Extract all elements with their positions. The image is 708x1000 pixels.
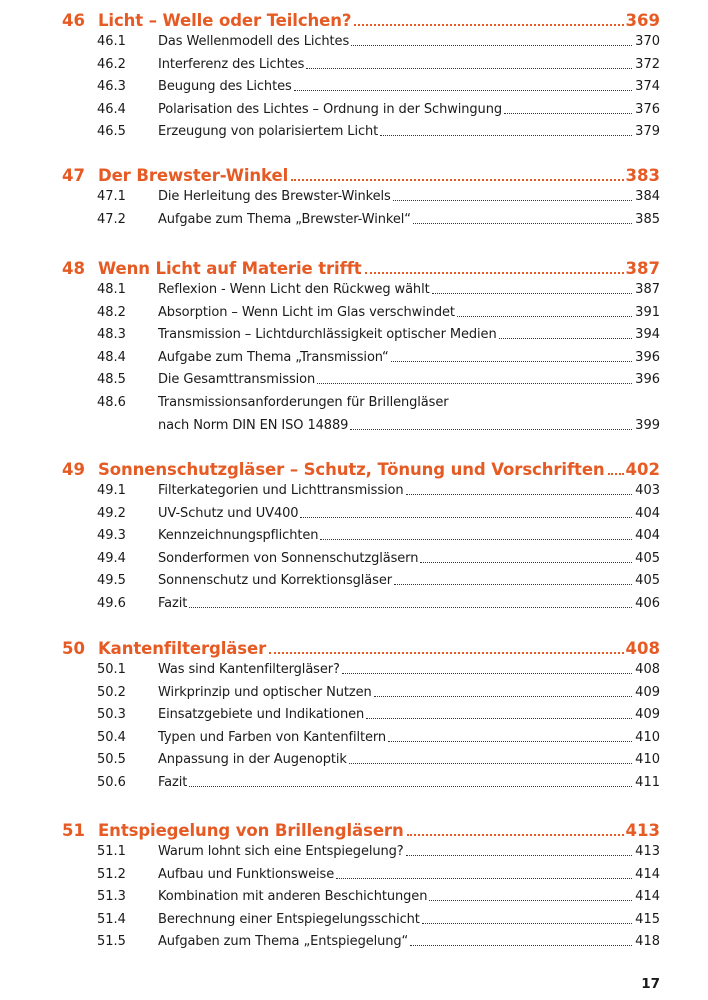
chapter-entry[interactable] xyxy=(62,456,660,480)
dot-leader xyxy=(422,923,632,924)
section-page: 396 xyxy=(635,372,660,388)
chapter-entry[interactable] xyxy=(62,162,660,186)
section-number: 48.3 xyxy=(97,327,126,343)
dot-leader xyxy=(342,673,632,674)
section-entry[interactable] xyxy=(97,569,660,589)
section-entry[interactable] xyxy=(97,703,660,723)
section-number: 48.1 xyxy=(97,282,126,297)
dot-leader xyxy=(504,113,632,114)
dot-leader xyxy=(410,945,632,946)
section-page: 399 xyxy=(635,417,660,433)
section-entry[interactable] xyxy=(97,346,660,366)
dot-leader xyxy=(393,200,632,201)
section-number: 49.3 xyxy=(97,528,126,544)
section-title: Kombination mit anderen Beschichtungen xyxy=(158,889,428,905)
section-number: 50.3 xyxy=(97,707,126,723)
section-entry[interactable] xyxy=(97,502,660,522)
section-number: 48.2 xyxy=(97,304,126,320)
section-page: 379 xyxy=(635,124,660,140)
section-number: 49.4 xyxy=(97,550,126,566)
section-entry[interactable] xyxy=(97,863,660,883)
section-title: Filterkategorien und Lichttransmission xyxy=(158,483,404,498)
dot-leader xyxy=(499,338,633,339)
section-number: 50.1 xyxy=(97,662,126,677)
section-page: 408 xyxy=(635,662,660,677)
dot-leader xyxy=(350,429,632,430)
dot-leader xyxy=(391,361,633,362)
section-number: 50.5 xyxy=(97,752,126,768)
chapter-page: 408 xyxy=(625,639,660,658)
section-entry[interactable] xyxy=(97,185,660,205)
section-entry[interactable] xyxy=(97,368,660,388)
section-entry[interactable] xyxy=(97,908,660,928)
dot-leader xyxy=(457,316,632,317)
section-title: Berechnung einer Entspiegelungsschicht xyxy=(158,911,420,927)
section-title: Aufgabe zum Thema „Transmission“ xyxy=(158,349,389,365)
section-title: Kennzeichnungspflichten xyxy=(158,528,319,544)
section-title: Transmission – Lichtdurchlässigkeit optischer Medien xyxy=(158,327,497,343)
chapter-entry[interactable] xyxy=(62,7,660,31)
section-entry-continuation[interactable] xyxy=(97,414,660,434)
section-page: 374 xyxy=(635,79,660,95)
section-page: 403 xyxy=(635,483,660,498)
page-number: 17 xyxy=(641,976,660,992)
dot-leader xyxy=(432,293,633,294)
section-entry[interactable] xyxy=(97,120,660,140)
section-title: Aufgaben zum Thema „Entspiegelung“ xyxy=(158,934,409,950)
section-title: Warum lohnt sich eine Entspiegelung? xyxy=(158,844,404,859)
section-title: Was sind Kantenfiltergläser? xyxy=(158,662,340,677)
section-page: 404 xyxy=(635,528,660,544)
section-entry[interactable] xyxy=(97,681,660,701)
dot-leader xyxy=(420,562,632,563)
section-entry[interactable] xyxy=(97,98,660,118)
chapter-title: Entspiegelung von Brillengläsern xyxy=(98,821,404,840)
section-page: 411 xyxy=(635,775,660,790)
section-title: Wirkprinzip und optischer Nutzen xyxy=(158,684,372,700)
dot-leader xyxy=(365,272,624,274)
section-page: 410 xyxy=(635,729,660,745)
section-title: Polarisation des Lichtes – Ordnung in der Schwingung xyxy=(158,101,502,117)
chapter-title: Kantenfiltergläser xyxy=(98,639,267,658)
dot-leader xyxy=(406,494,633,495)
section-page: 409 xyxy=(635,684,660,700)
section-number: 48.6 xyxy=(97,395,126,410)
dot-leader xyxy=(300,517,632,518)
section-title-line2: nach Norm DIN EN ISO 14889 xyxy=(158,417,349,433)
dot-leader xyxy=(317,383,632,384)
section-entry[interactable] xyxy=(97,53,660,73)
section-page: 385 xyxy=(635,211,660,227)
section-number: 51.5 xyxy=(97,934,126,950)
chapter-page: 413 xyxy=(625,821,660,840)
section-page: 404 xyxy=(635,505,660,521)
chapter-title: Sonnenschutzgläser – Schutz, Tönung und Vorschriften xyxy=(98,460,605,479)
dot-leader xyxy=(351,45,632,46)
chapter-title: Wenn Licht auf Materie trifft xyxy=(98,259,362,278)
section-number: 46.2 xyxy=(97,56,126,72)
section-page: 387 xyxy=(635,282,660,297)
chapter-entry[interactable] xyxy=(62,817,660,841)
section-entry[interactable] xyxy=(97,885,660,905)
section-page: 415 xyxy=(635,911,660,927)
section-number: 50.4 xyxy=(97,729,126,745)
section-number: 50.6 xyxy=(97,775,126,790)
chapter-number: 49 xyxy=(62,460,85,479)
chapter-page: 383 xyxy=(625,166,660,185)
dot-leader xyxy=(388,741,632,742)
section-page: 413 xyxy=(635,844,660,859)
dot-leader xyxy=(291,179,623,181)
section-page: 405 xyxy=(635,550,660,566)
chapter-page: 369 xyxy=(625,11,660,30)
section-title: Einsatzgebiete und Indikationen xyxy=(158,707,365,723)
section-number: 51.4 xyxy=(97,911,126,927)
dot-leader xyxy=(429,900,632,901)
section-page: 394 xyxy=(635,327,660,343)
chapter-entry[interactable] xyxy=(62,635,660,659)
section-page: 370 xyxy=(635,34,660,49)
chapter-entry[interactable] xyxy=(62,255,660,279)
chapter-page: 402 xyxy=(625,460,660,479)
section-page: 372 xyxy=(635,56,660,72)
section-title: Fazit xyxy=(158,596,188,611)
section-title: Absorption – Wenn Licht im Glas verschwindet xyxy=(158,304,455,320)
section-page: 391 xyxy=(635,304,660,320)
section-title: Transmissionsanforderungen für Brillengläser xyxy=(158,395,449,410)
section-number: 48.5 xyxy=(97,372,126,388)
section-entry[interactable] xyxy=(97,208,660,228)
section-number: 49.1 xyxy=(97,483,126,498)
section-title: Die Herleitung des Brewster-Winkels xyxy=(158,189,391,204)
dot-leader xyxy=(349,763,632,764)
section-title: UV-Schutz und UV400 xyxy=(158,505,299,521)
section-entry[interactable] xyxy=(97,524,660,544)
chapter-number: 48 xyxy=(62,259,85,278)
section-page: 406 xyxy=(635,596,660,611)
section-title: Beugung des Lichtes xyxy=(158,79,292,95)
dot-leader xyxy=(294,90,633,91)
section-title: Das Wellenmodell des Lichtes xyxy=(158,34,350,49)
section-entry[interactable] xyxy=(97,771,660,791)
section-entry[interactable] xyxy=(97,658,660,678)
chapter-title: Der Brewster-Winkel xyxy=(98,166,289,185)
section-entry[interactable] xyxy=(97,391,660,411)
section-title: Fazit xyxy=(158,775,188,790)
dot-leader xyxy=(336,878,632,879)
dot-leader xyxy=(189,607,632,608)
dot-leader xyxy=(374,696,633,697)
section-title: Anpassung in der Augenoptik xyxy=(158,752,347,768)
chapter-number: 50 xyxy=(62,639,85,658)
section-number: 46.3 xyxy=(97,79,126,95)
section-number: 49.5 xyxy=(97,573,126,589)
section-title: Erzeugung von polarisiertem Licht xyxy=(158,124,379,140)
dot-leader xyxy=(380,135,632,136)
dot-leader xyxy=(269,652,623,654)
section-page: 396 xyxy=(635,349,660,365)
section-number: 46.4 xyxy=(97,101,126,117)
section-page: 376 xyxy=(635,101,660,117)
section-entry[interactable] xyxy=(97,479,660,499)
section-number: 51.1 xyxy=(97,844,126,859)
section-title: Sonnenschutz und Korrektionsgläser xyxy=(158,573,392,589)
dot-leader xyxy=(306,68,632,69)
section-entry[interactable] xyxy=(97,301,660,321)
section-page: 410 xyxy=(635,752,660,768)
section-title: Reflexion - Wenn Licht den Rückweg wählt xyxy=(158,282,430,297)
section-page: 414 xyxy=(635,889,660,905)
section-number: 51.3 xyxy=(97,889,126,905)
section-page: 405 xyxy=(635,573,660,589)
section-number: 48.4 xyxy=(97,349,126,365)
dot-leader xyxy=(354,24,623,26)
section-title: Sonderformen von Sonnenschutzgläsern xyxy=(158,550,419,566)
dot-leader xyxy=(608,473,624,475)
section-entry[interactable] xyxy=(97,323,660,343)
section-number: 46.5 xyxy=(97,124,126,140)
section-number: 47.2 xyxy=(97,211,126,227)
dot-leader xyxy=(366,718,632,719)
section-entry[interactable] xyxy=(97,278,660,298)
section-number: 47.1 xyxy=(97,189,126,204)
section-title: Die Gesamttransmission xyxy=(158,372,316,388)
dot-leader xyxy=(406,855,633,856)
section-entry[interactable] xyxy=(97,547,660,567)
section-page: 384 xyxy=(635,189,660,204)
chapter-number: 46 xyxy=(62,11,85,30)
chapter-number: 47 xyxy=(62,166,85,185)
section-page: 418 xyxy=(635,934,660,950)
section-title: Interferenz des Lichtes xyxy=(158,56,305,72)
section-entry[interactable] xyxy=(97,840,660,860)
section-page: 409 xyxy=(635,707,660,723)
section-title: Typen und Farben von Kantenfiltern xyxy=(158,729,387,745)
section-entry[interactable] xyxy=(97,726,660,746)
section-entry[interactable] xyxy=(97,30,660,50)
dot-leader xyxy=(320,539,632,540)
section-entry[interactable] xyxy=(97,592,660,612)
chapter-title: Licht – Welle oder Teilchen? xyxy=(98,11,352,30)
chapter-page: 387 xyxy=(625,259,660,278)
section-number: 51.2 xyxy=(97,866,126,882)
section-number: 49.6 xyxy=(97,596,126,611)
dot-leader xyxy=(407,834,624,836)
section-page: 414 xyxy=(635,866,660,882)
section-entry[interactable] xyxy=(97,930,660,950)
section-title: Aufbau und Funktionsweise xyxy=(158,866,335,882)
section-entry[interactable] xyxy=(97,748,660,768)
section-entry[interactable] xyxy=(97,75,660,95)
section-number: 49.2 xyxy=(97,505,126,521)
section-number: 50.2 xyxy=(97,684,126,700)
dot-leader xyxy=(189,786,632,787)
dot-leader xyxy=(413,223,632,224)
dot-leader xyxy=(394,584,632,585)
section-title: Aufgabe zum Thema „Brewster-Winkel“ xyxy=(158,211,411,227)
section-number: 46.1 xyxy=(97,34,126,49)
chapter-number: 51 xyxy=(62,821,85,840)
